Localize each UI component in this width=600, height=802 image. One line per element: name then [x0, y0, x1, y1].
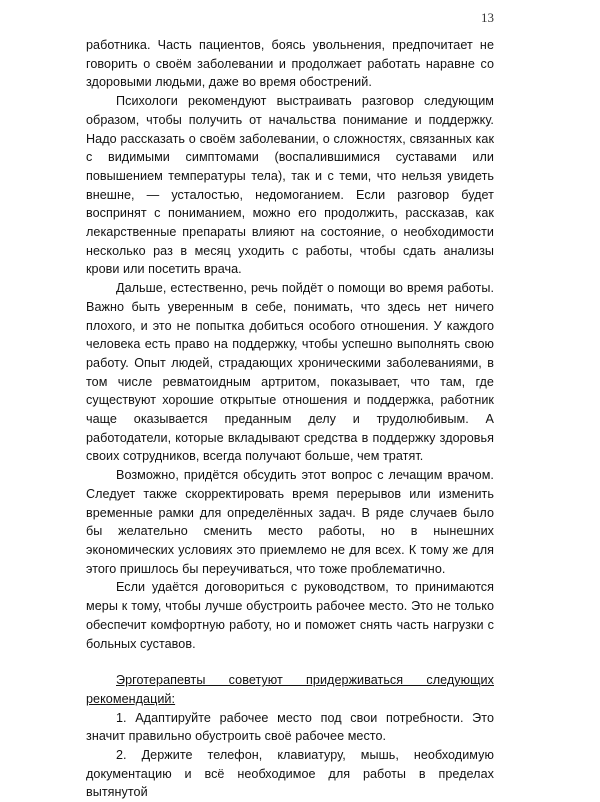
page-number: 13 [481, 10, 494, 25]
list-item: 1. Адаптируйте рабочее место под свои потребности. Это значит правильно обустроить своё рабочее место. [86, 710, 494, 744]
paragraph: Психологи рекомендуют выстраивать разговор следующим образом, чтобы получить от начальства понимание и поддержку. Надо рассказать о своём заболевании, о сложностях, связанных как с видимыми симптомами (воспалившимися суставами или повышением температуры тела), так и с теми, что нельзя увидеть внешне, — усталостью, недомоганием. Если разговор будет воспринят с пониманием, можно его продолжить, рассказав, как лекарственные препараты влияют на состояние, о необходимости несколько раз в месяц уходить с работы, чтобы сдать анализы крови или посетить врача. [86, 94, 494, 277]
recommendations-heading: Эрготерапевты советуют придерживаться следующих рекомендаций: [86, 673, 494, 706]
paragraph: Если удаётся договориться с руководством, то принимаются меры к тому, чтобы лучше обустроить рабочее место. Это не только обеспечит комфортную работу, но и поможет снять часть нагрузки с больных суставов. [86, 580, 494, 651]
section-divider [86, 653, 494, 671]
paragraph: Возможно, придётся обсудить этот вопрос с лечащим врачом. Следует также скорректировать время перерывов или изменить временные рамки для определённых задач. В ряде случаев было бы желательно сменить место работы, но в нынешних экономических условиях это приемлемо не для всех. К тому же для этого пришлось бы переучиваться, что тоже проблематично. [86, 468, 494, 576]
list-item: 2. Держите телефон, клавиатуру, мышь, необходимую документацию и всё необходимое для работы в пределах вытянутой [86, 748, 494, 800]
paragraph: работника. Часть пациентов, боясь увольнения, предпочитает не говорить о своём заболевании и продолжает работать наравне со здоровыми людьми, даже во время обострений. [86, 38, 494, 90]
paragraph: Дальше, естественно, речь пойдёт о помощи во время работы. Важно быть уверенным в себе, понимать, что здесь нет ничего плохого, и это не попытка добиться особого отношения. У каждого человека есть право на поддержку, чтобы успешно выполнять свою работу. Опыт людей, страдающих хроническими заболеваниями, в том числе ревматоидным артритом, показывает, что там, где существуют хорошие открытые отношения и поддержка, работник чаще оказывается преданным делу и трудолюбивым. А работодатели, которые вкладывают средства в поддержку здоровья своих сотрудников, всегда получают больше, чем тратят. [86, 281, 494, 464]
body-text [86, 36, 494, 802]
